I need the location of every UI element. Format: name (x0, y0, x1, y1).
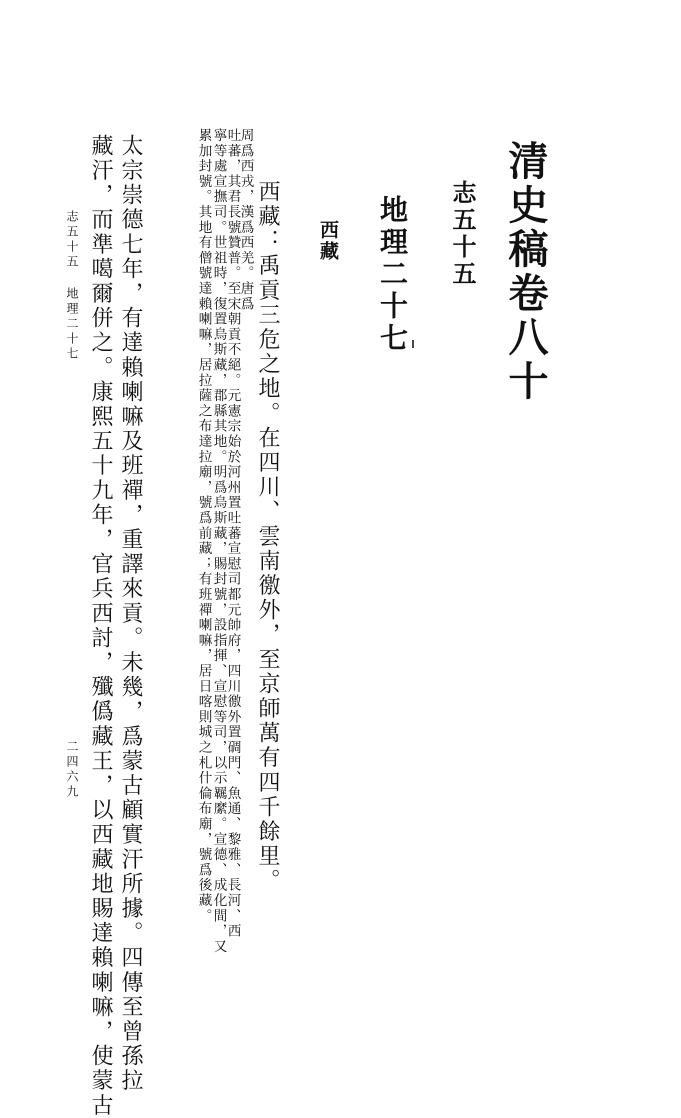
main-text-line-3: 藏汗，而準噶爾併之。康熙五十九年，官兵西討，殲僞藏王，以西藏地賜達賴喇嘛，使蒙古 (88, 134, 113, 1118)
annotation-line-2a: 吐蕃，其君長號贊普。至宋朝貢不絕。元憲宗始於河州置吐蕃宣慰司都元帥府，四川徼外置碉門、魚通、黎雅、長河、西 (224, 128, 241, 939)
section-heading: 西藏 (317, 220, 339, 262)
geography-chapter: 地理二十七 (376, 195, 409, 355)
annotation-line-2b: 寧等處宣撫司。世祖時，復置烏斯藏，郡縣其地。明爲烏斯藏，賜封號，設指揮、宣慰等司，以示羈縻。宣德、成化間，又 (210, 128, 227, 955)
annotation-line-3a: 累加封號。其地有僧號達賴喇嘛，居拉薩之布達拉廟，號爲前藏；有班禪喇嘛，居日喀則城之札什倫布廟，號爲後藏。 (195, 128, 212, 924)
treatise-number: 志五十五 (448, 180, 477, 288)
ink-mark (412, 340, 414, 348)
running-head: 志五十五 地理二十七 (65, 210, 79, 362)
main-text-line-2: 太宗崇德七年，有達賴喇嘛及班禪，重譯來貢。未幾，爲蒙古顧實汗所據。四傳至曾孫拉 (118, 134, 143, 1094)
page-number: 二四六九 (65, 740, 79, 800)
annotation-line-1: 周爲西戎，漢爲西羌。唐爲 (237, 128, 254, 312)
volume-title: 清史稿卷八十 (502, 140, 549, 404)
main-text-line-1: 西藏：禹貢三危之地。在四川、雲南徼外，至京師萬有四千餘里。 (255, 180, 280, 894)
